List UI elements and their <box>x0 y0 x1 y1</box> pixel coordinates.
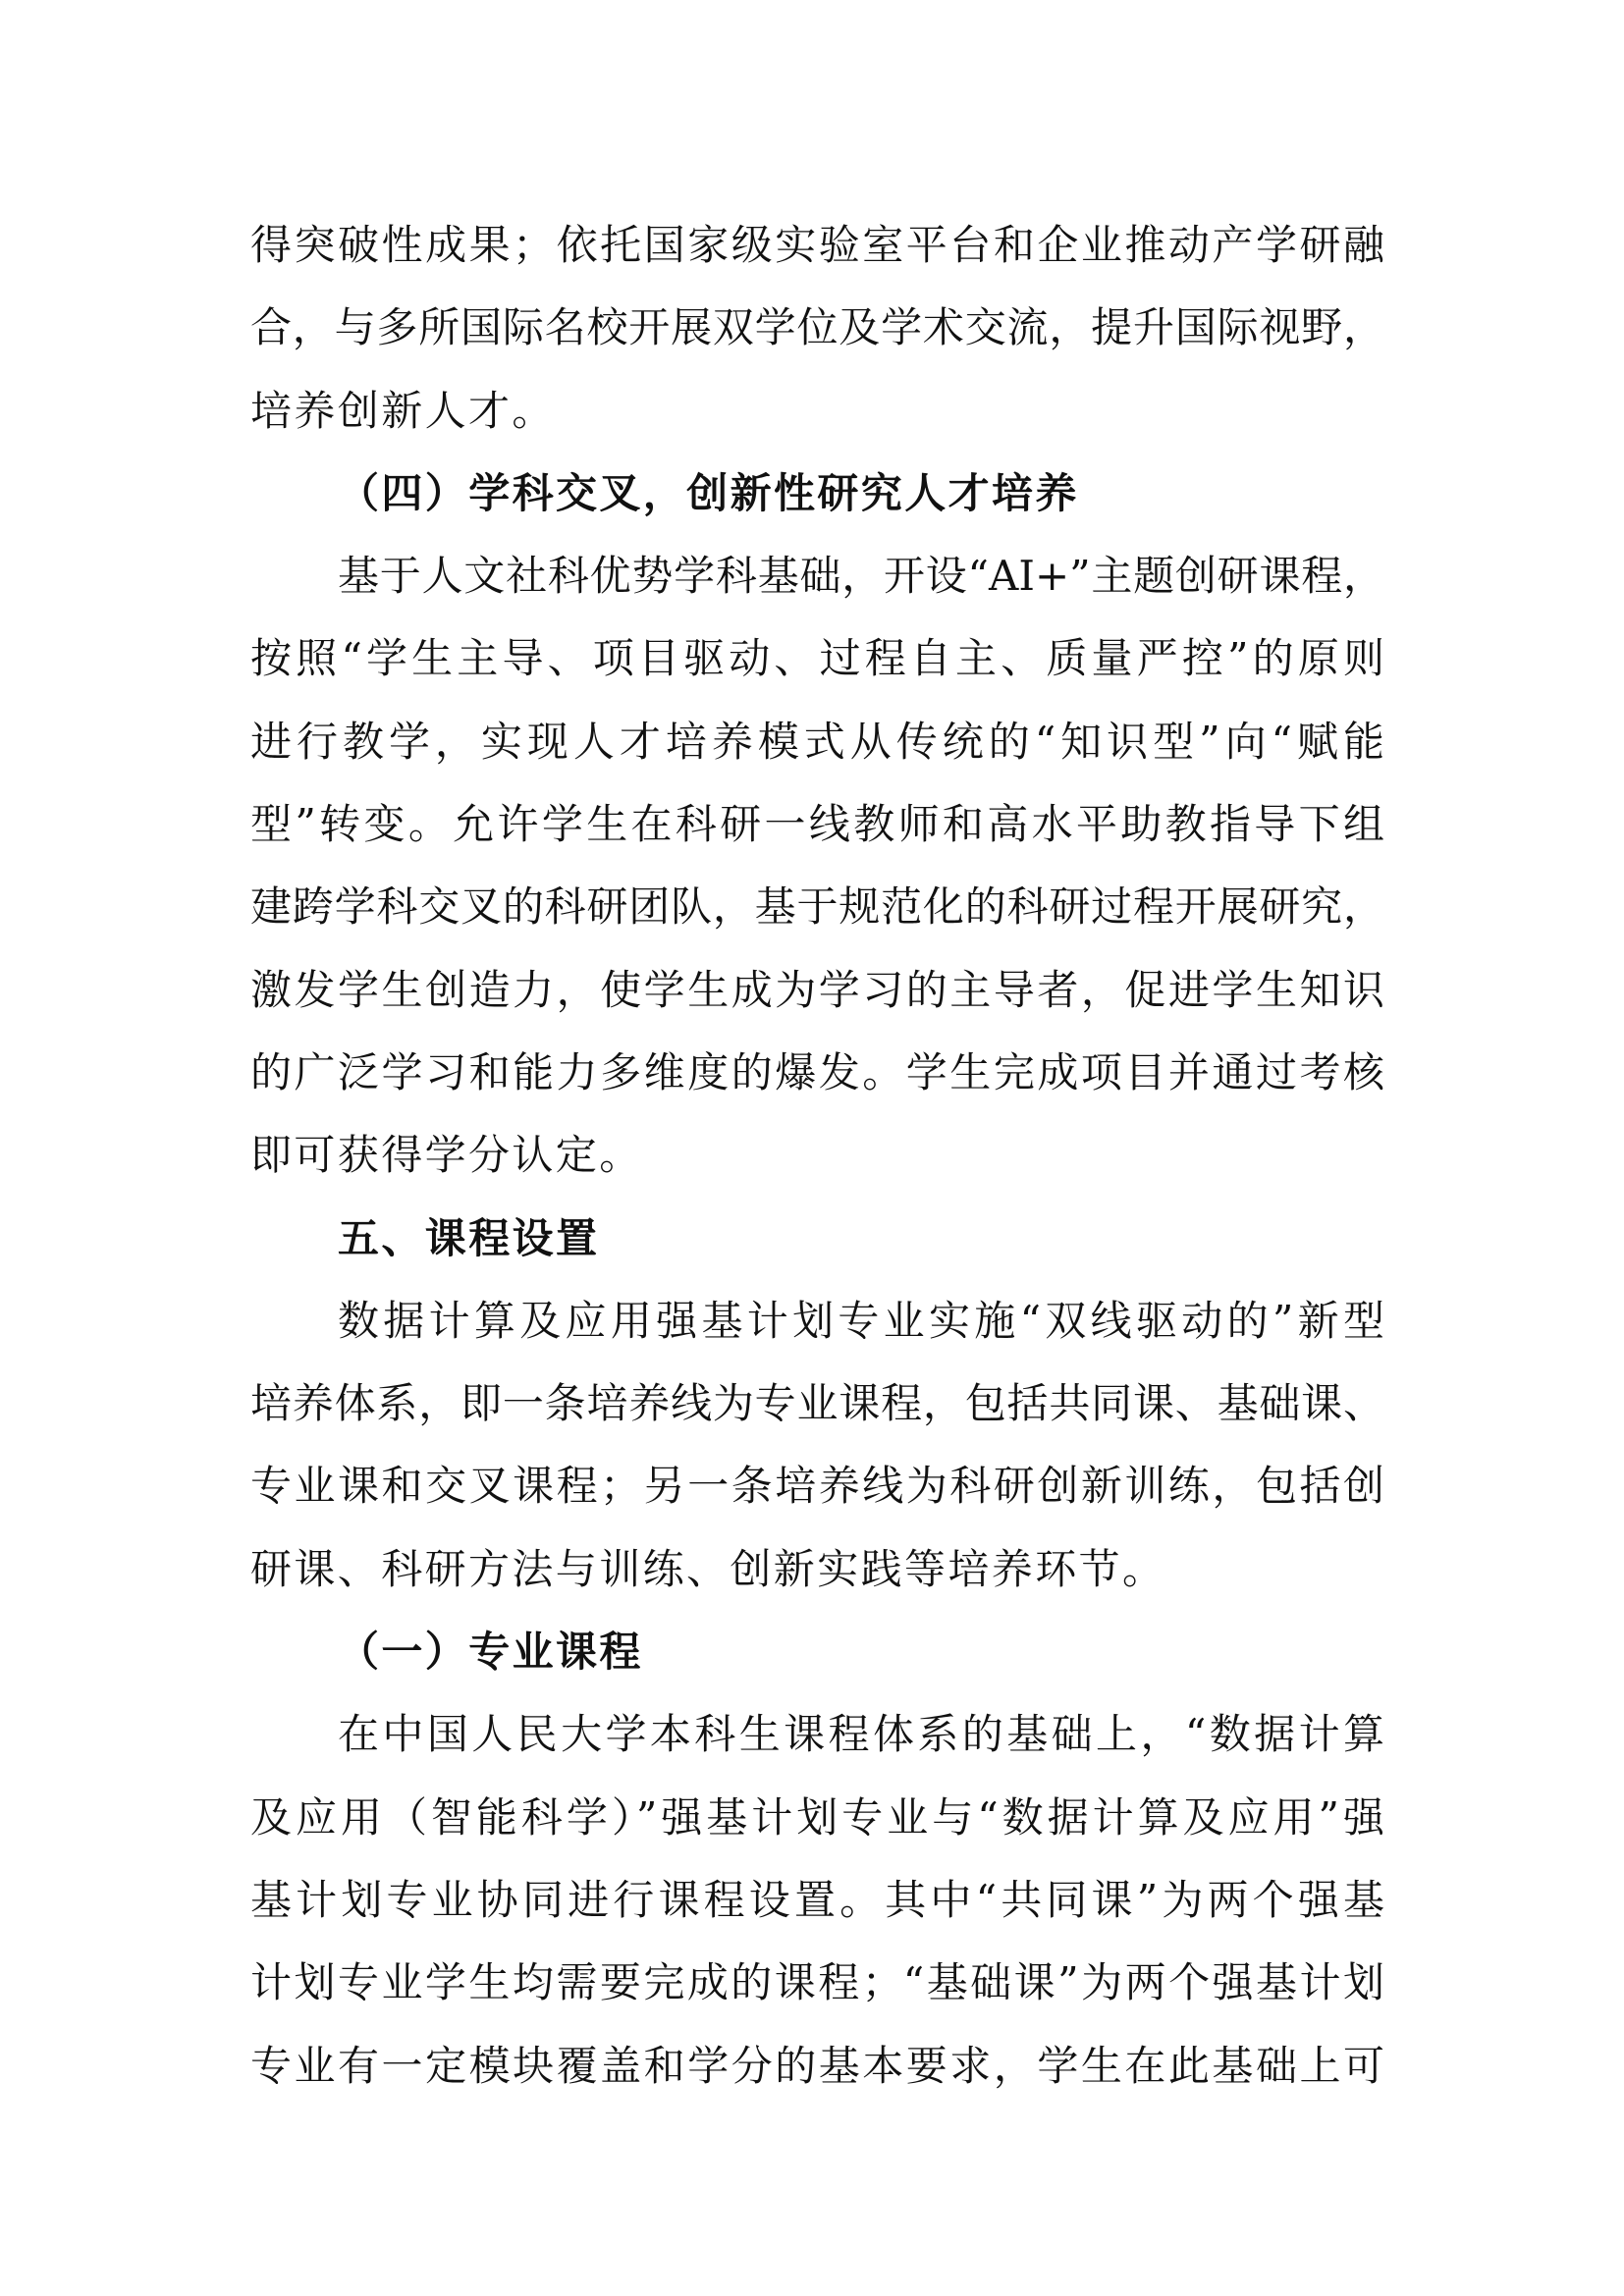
paragraph-line: 激发学生创造力，使学生成为学习的主导者，促进学生知识 <box>250 965 1384 1014</box>
paragraph <box>250 1693 1384 2107</box>
paragraph <box>250 1280 1384 1611</box>
paragraph-line: 基计划专业协同进行课程设置。其中“共同课”为两个强基 <box>250 1875 1384 1924</box>
document-body <box>250 204 1384 2108</box>
paragraph-line: 研课、科研方法与训练、创新实践等培养环节。 <box>250 1544 1166 1593</box>
paragraph-line: 在中国人民大学本科生课程体系的基础上，“数据计算 <box>338 1710 1384 1759</box>
paragraph-line: 数据计算及应用强基计划专业实施“双线驱动的”新型 <box>338 1296 1384 1345</box>
paragraph-line: 按照“学生主导、项目驱动、过程自主、质量严控”的原则 <box>250 634 1384 683</box>
paragraph-line: 合，与多所国际名校开展双学位及学术交流，提升国际视野， <box>250 303 1384 352</box>
paragraph-line: 培养创新人才。 <box>250 386 556 435</box>
paragraph-line: 的广泛学习和能力多维度的爆发。学生完成项目并通过考核 <box>250 1047 1384 1096</box>
paragraph-line: 建跨学科交叉的科研团队，基于规范化的科研过程开展研究， <box>250 882 1384 932</box>
chapter-heading: 五、课程设置 <box>338 1213 600 1262</box>
paragraph-line: 专业课和交叉课程；另一条培养线为科研创新训练，包括创 <box>250 1462 1384 1511</box>
paragraph-line: 计划专业学生均需要完成的课程；“基础课”为两个强基计划 <box>250 1958 1384 2007</box>
paragraph <box>250 204 1384 453</box>
paragraph-line: 型”转变。允许学生在科研一线教师和高水平助教指导下组 <box>250 800 1384 849</box>
paragraph-line: 即可获得学分认定。 <box>250 1131 643 1180</box>
paragraph <box>250 535 1384 1197</box>
paragraph-line: 进行教学，实现人才培养模式从传统的“知识型”向“赋能 <box>250 717 1384 766</box>
section-heading: （四）学科交叉，创新性研究人才培养 <box>338 468 1079 517</box>
paragraph-line: 及应用（智能科学）”强基计划专业与“数据计算及应用”强 <box>250 1792 1384 1842</box>
section-heading: （一）专业课程 <box>338 1628 643 1677</box>
paragraph-line: 得突破性成果；依托国家级实验室平台和企业推动产学研融 <box>250 221 1384 269</box>
paragraph-line: 培养体系，即一条培养线为专业课程，包括共同课、基础课、 <box>250 1379 1384 1428</box>
paragraph-line: 基于人文社科优势学科基础，开设“AI+”主题创研课程， <box>338 552 1384 601</box>
paragraph-line: 专业有一定模块覆盖和学分的基本要求，学生在此基础上可 <box>250 2041 1384 2090</box>
